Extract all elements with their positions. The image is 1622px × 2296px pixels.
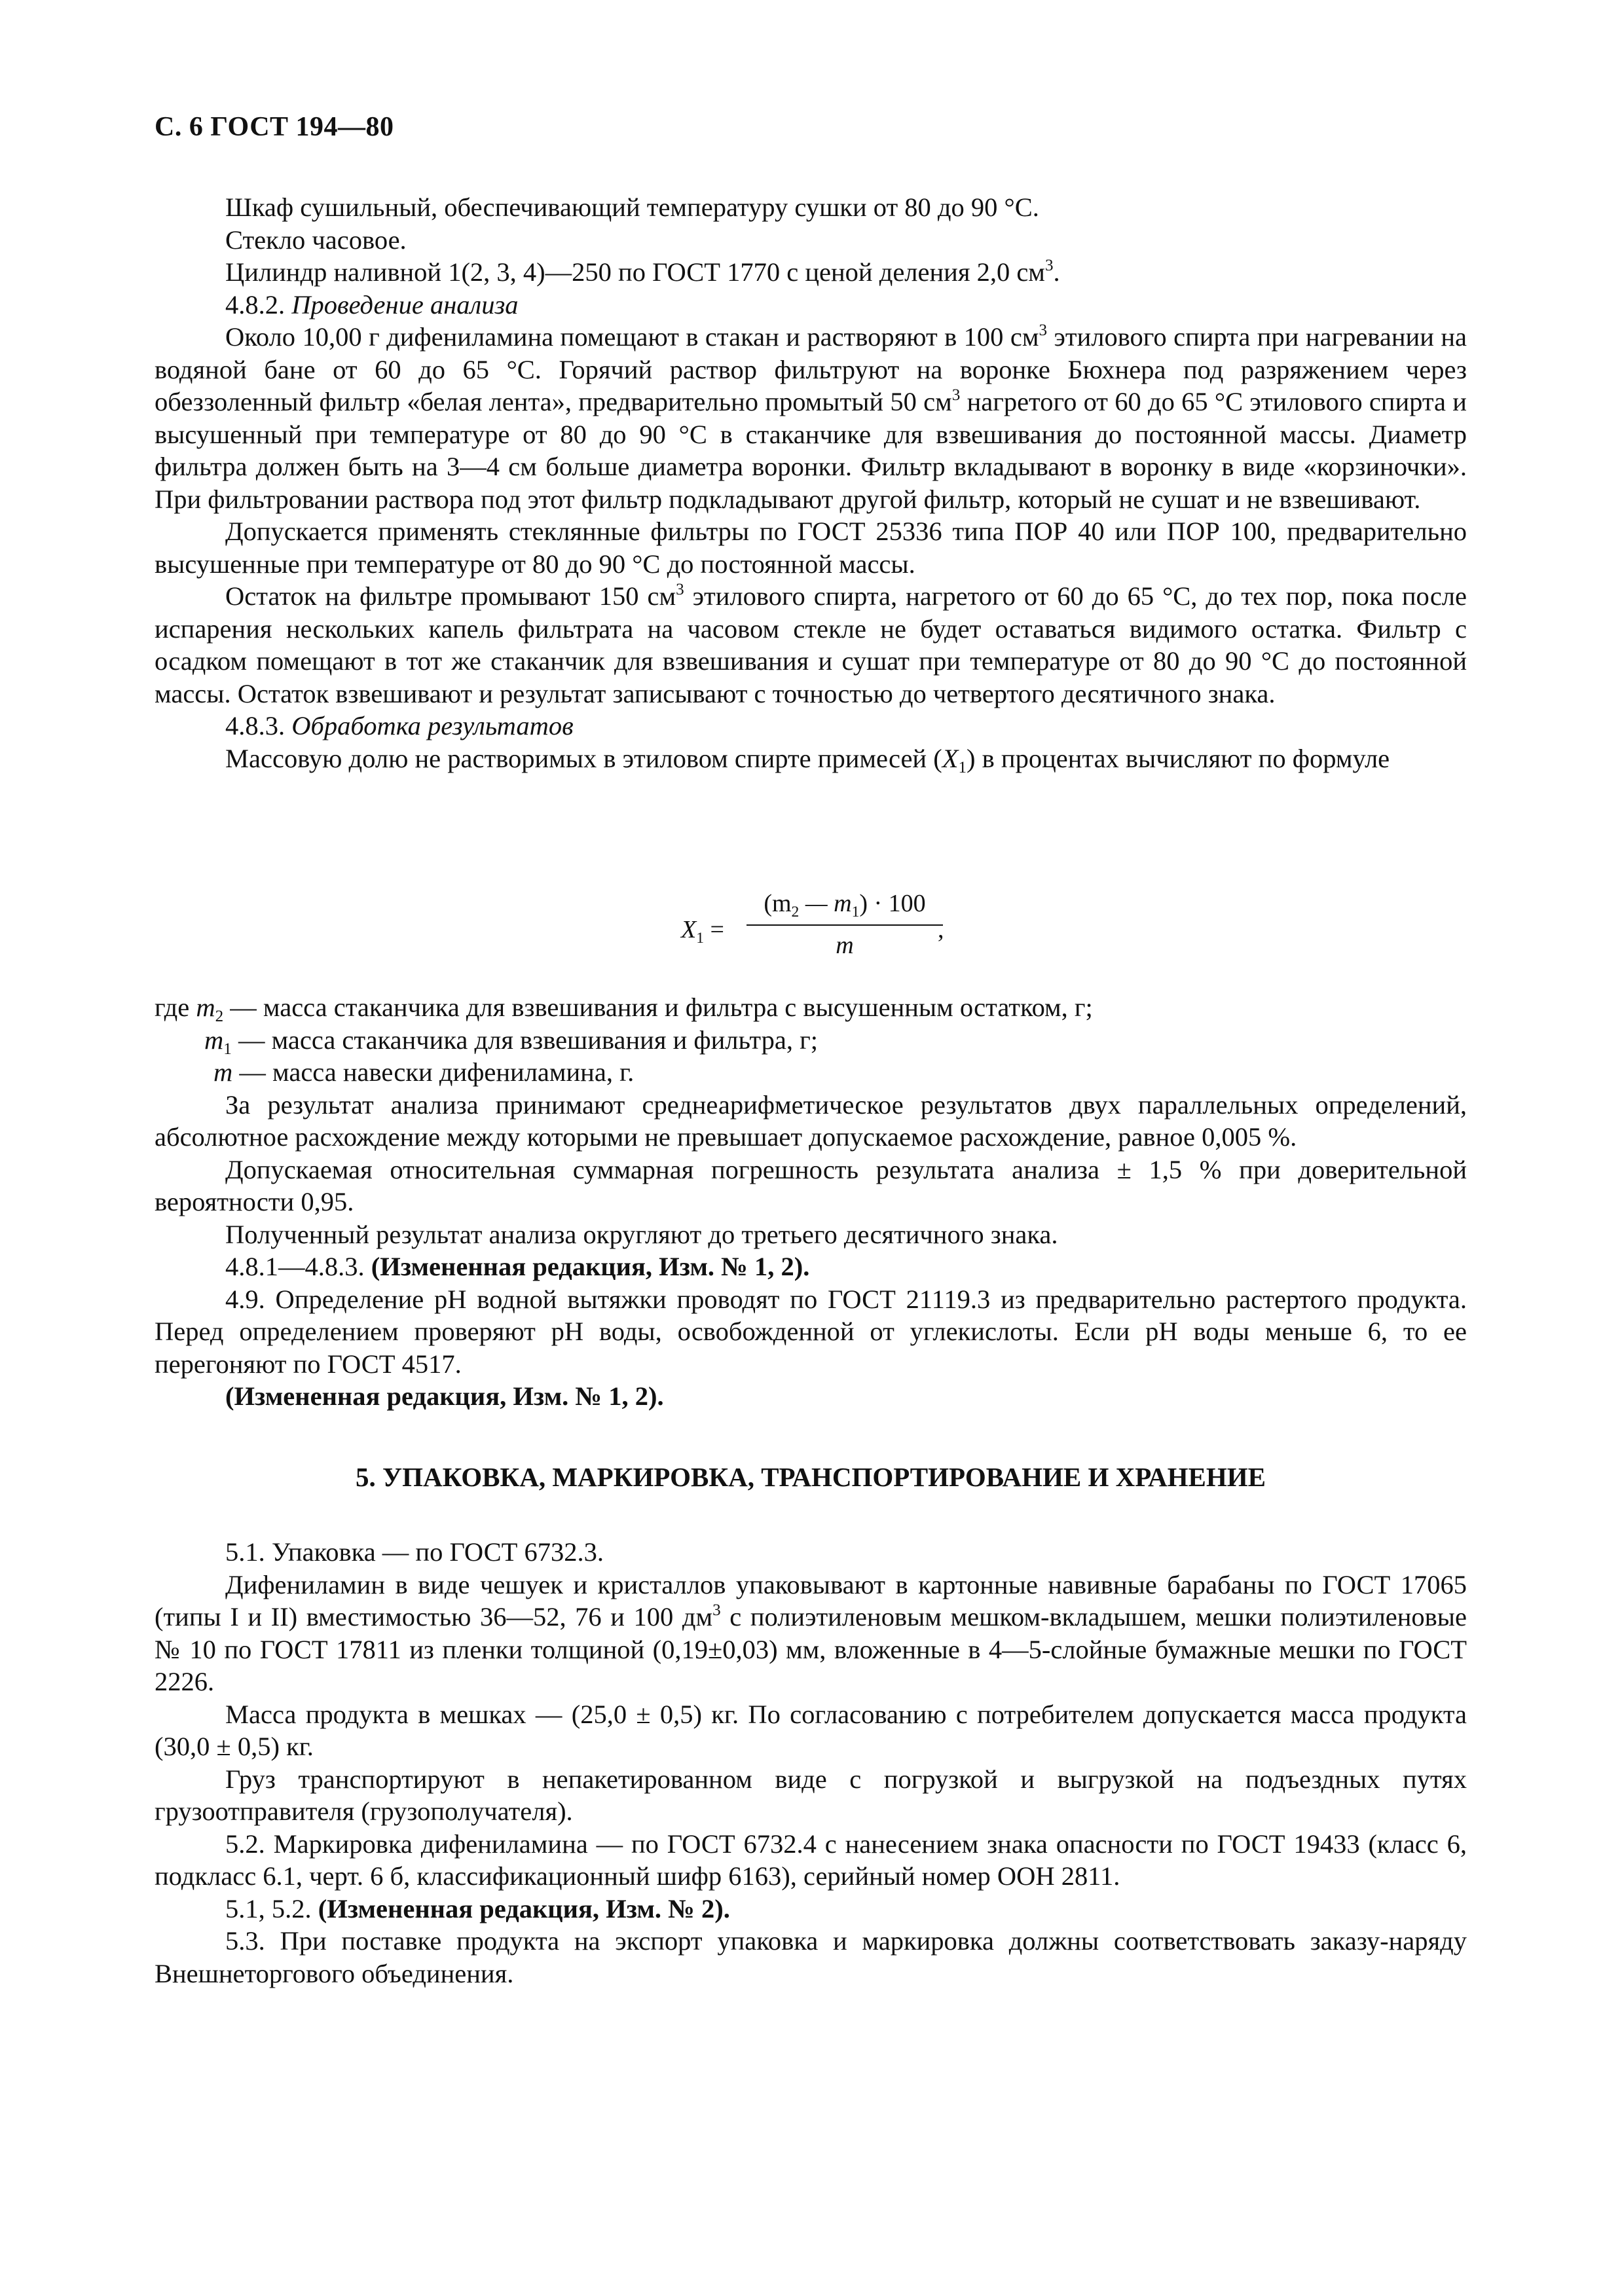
page-header: С. 6 ГОСТ 194—80 <box>155 112 394 142</box>
fraction-bar <box>746 924 943 926</box>
paragraph: Дифениламин в виде чешуек и кристаллов упаковывают в картонные навивные барабаны по ГОСТ 17065 (типы I и II) вместимостью 36—52, 76 и 100 $дм^3$ с полиэтиленовым мешком-вкладышем, мешки полиэтиленовые № 10 по ГОСТ 17811 из пленки толщиной (0,19±0,03) мм, вложенные в 4—5-слойные бумажные мешки по ГОСТ 2226. <box>155 1569 1467 1696</box>
amendment-note: 4.8.1—4.8.3. (Измененная редакция, Изм. № 1, 2). <box>225 1252 810 1281</box>
paragraph: Допускаемая относительная суммарная погрешность результата анализа ± 1,5 % при доверительной вероятности 0,95. <box>155 1154 1467 1216</box>
paragraph: 5.2. Маркировка дифениламина — по ГОСТ 6732.4 с нанесением знака опасности по ГОСТ 19433 (класс 6, подкласс 6.1, черт. 6 б, классификационный шифр 6163), серийный номер ООН 2811. <box>155 1829 1467 1891</box>
formula <box>681 888 943 966</box>
variable-definition: m — масса навески дифениламина, г. <box>213 1057 635 1087</box>
paragraph: Массовую долю не растворимых в этиловом спирте примесей $(X_1)$ в процентах вычисляют по формуле <box>225 743 1390 776</box>
subsection-heading: 4.8.2. Проведение анализа <box>225 289 519 319</box>
variable-definition: где $m_2$ — масса стаканчика для взвешивания и фильтра с высушенным остатком, г; <box>155 993 1093 1025</box>
paragraph: 5.1. Упаковка — по ГОСТ 6732.3. <box>225 1537 604 1567</box>
paragraph: Груз транспортируют в непакетированном виде с погрузкой и выгрузкой на подъездных путях грузоотправителя (грузополучателя). <box>155 1764 1467 1826</box>
formula-denominator: m <box>836 932 854 959</box>
formula-numerator: ($m_2$ — $m_1) \cdot 100$ <box>764 890 926 920</box>
variable-definition: $m_1$ — масса стаканчика для взвешивания и фильтра, г; <box>204 1025 818 1058</box>
paragraph: Остаток на фильтре промывают 150 $см^3$ этилового спирта, нагретого от 60 до 65 °С, до тех пор, пока после испарения нескольких капель фильтрата на часовом стекле не будет оставаться видимого остатка. Фильтр с осадком помещают в тот же стаканчик для взвешивания и сушат при температуре от 80 до 90 °С до постоянной массы. Остаток взвешивают и результат записывают с точностью до четвертого десятичного знака. <box>155 581 1467 708</box>
paragraph: Допускается применять стеклянные фильтры по ГОСТ 25336 типа ПОР 40 или ПОР 100, предварительно высушенные при температуре от 80 до 90 °С до постоянной массы. <box>155 517 1467 579</box>
paragraph: Полученный результат анализа округляют до третьего десятичного знака. <box>225 1219 1058 1249</box>
text-block-analysis <box>155 191 1467 774</box>
section-title: 5. УПАКОВКА, МАРКИРОВКА, ТРАНСПОРТИРОВАНИЕ И ХРАНЕНИЕ <box>355 1462 1266 1492</box>
paragraph: Масса продукта в мешках — (25,0 ± 0,5) кг. По согласованию с потребителем допускается масса продукта (30,0 ± 0,5) кг. <box>155 1699 1467 1761</box>
formula-lhs: $X_1$ = <box>681 916 724 947</box>
subsection-heading: 4.8.3. Обработка результатов <box>225 711 574 740</box>
paragraph: Цилиндр наливной 1(2, 3, 4)—250 по ГОСТ 1770 с ценой деления 2,0 $см^3$. <box>225 257 1060 287</box>
paragraph: За результат анализа принимают среднеарифметическое результатов двух параллельных определений, абсолютное расхождение между которыми не превышает допускаемое расхождение, равное 0,005 %. <box>155 1089 1467 1152</box>
amendment-note: (Измененная редакция, Изм. № 1, 2). <box>225 1381 664 1411</box>
paragraph: Около 10,00 г дифениламина помещают в стакан и растворяют в 100 $см^3$ этилового спирта при нагревании на водяной бане от 60 до 65 °С. Горячий раствор фильтруют на воронке Бюхнера под разряжением через обеззоленный фильтр «белая лента», предварительно промытый 50 $см^3$ нагретого от 60 до 65 °С этилового спирта и высушенный при температуре от 80 до 90 °С в стаканчике для взвешивания до постоянной массы. Диаметр фильтра должен быть на 3—4 см больше диаметра воронки. Фильтр вкладывают в воронку в виде «корзиночки». При фильтровании раствора под этот фильтр подкладывают другой фильтр, который не сушат и не взвешивают. <box>155 321 1467 514</box>
paragraph: Стекло часовое. <box>225 225 407 255</box>
amendment-note: 5.1, 5.2. (Измененная редакция, Изм. № 2). <box>225 1893 730 1923</box>
paragraph: Шкаф сушильный, обеспечивающий температуру сушки от 80 до 90 °С. <box>225 192 1039 222</box>
text-block-results <box>155 991 1467 1413</box>
text-block-packaging <box>155 1536 1467 1990</box>
paragraph: 4.9. Определение pH водной вытяжки проводят по ГОСТ 21119.3 из предварительно растертого продукта. Перед определением проверяют pH воды, освобожденной от углекислоты. Если pH воды меньше 6, то ее перегоняют по ГОСТ 4517. <box>155 1284 1467 1379</box>
formula-comma: , <box>938 916 944 943</box>
paragraph: 5.3. При поставке продукта на экспорт упаковка и маркировка должны соответствовать заказу-наряду Внешнеторгового объединения. <box>155 1926 1467 1988</box>
